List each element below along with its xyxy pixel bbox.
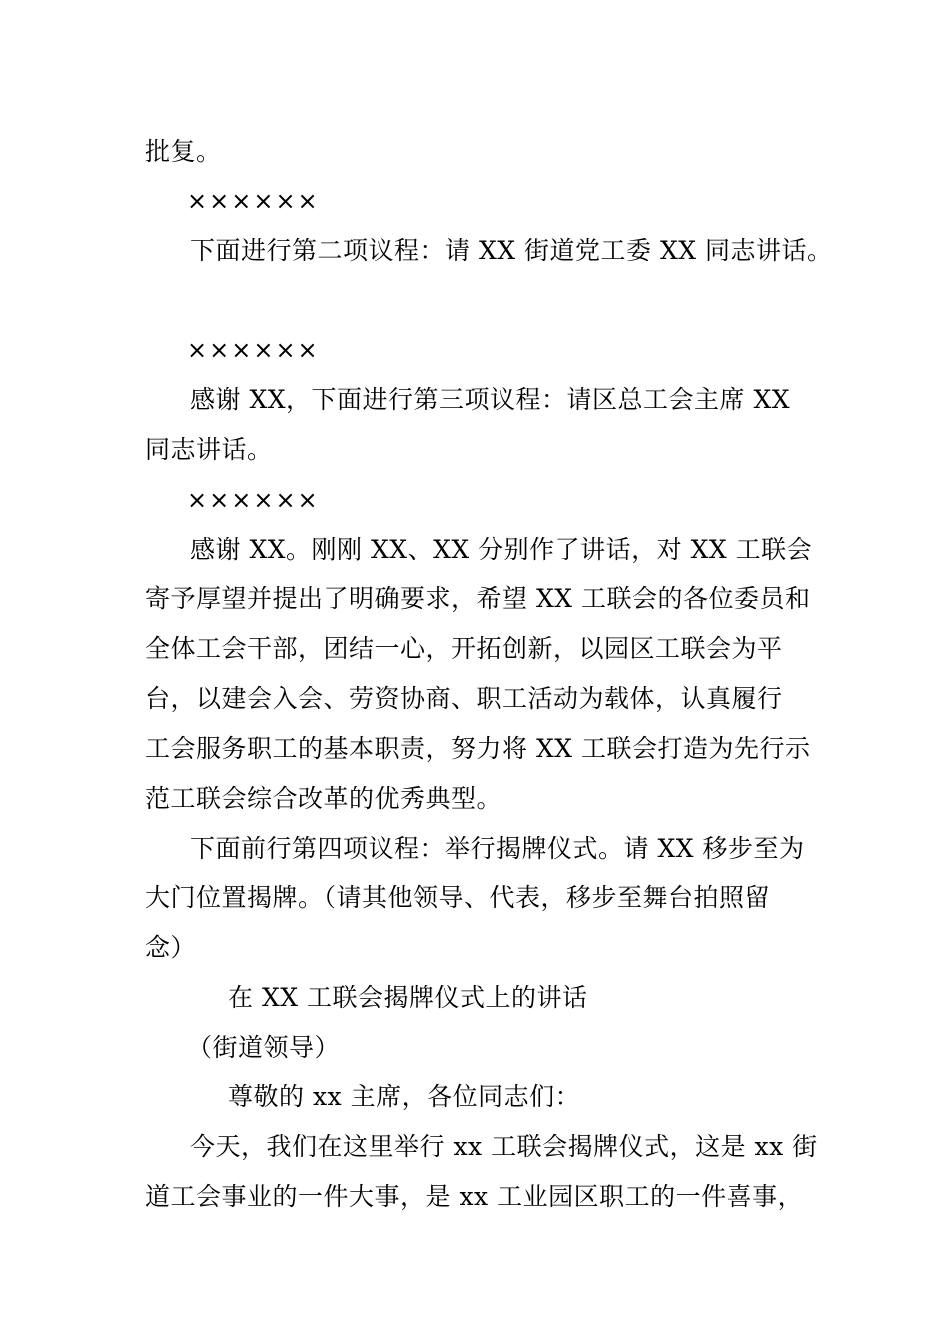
text-line-9: 工会服务职工的基本职责，努力将 XX 工联会打造为先行示 bbox=[145, 734, 811, 763]
speech-speaker: （街道领导） bbox=[187, 1033, 341, 1062]
text-line-13: 念） bbox=[145, 933, 197, 962]
separator-line-1: ×××××× bbox=[187, 187, 320, 215]
text-line-4: 同志讲话。 bbox=[145, 435, 273, 464]
text-line-3: 感谢 XX，下面进行第三项议程：请区总工会主席 XX bbox=[190, 385, 791, 414]
speech-salutation: 尊敬的 xx 主席，各位同志们： bbox=[228, 1082, 581, 1111]
text-line-10: 范工联会综合改革的优秀典型。 bbox=[145, 784, 503, 813]
speech-title: 在 XX 工联会揭牌仪式上的讲话 bbox=[228, 983, 588, 1012]
text-line-7: 全体工会干部，团结一心，开拓创新，以园区工联会为平 bbox=[145, 634, 783, 663]
text-line-11: 下面前行第四项议程：举行揭牌仪式。请 XX 移步至为 bbox=[190, 834, 805, 863]
separator-line-2: ×××××× bbox=[187, 336, 320, 364]
text-line-1: 批复。 bbox=[145, 137, 222, 166]
text-line-15: 道工会事业的一件大事，是 xx 工业园区职工的一件喜事， bbox=[145, 1182, 804, 1211]
text-line-12: 大门位置揭牌。（请其他领导、代表，移步至舞台拍照留 bbox=[145, 883, 771, 912]
text-line-2: 下面进行第二项议程：请 XX 街道党工委 XX 同志讲话。 bbox=[190, 236, 833, 265]
text-line-5: 感谢 XX。刚刚 XX、XX 分别作了讲话，对 XX 工联会 bbox=[190, 535, 813, 564]
text-line-6: 寄予厚望并提出了明确要求，希望 XX 工联会的各位委员和 bbox=[145, 584, 811, 613]
separator-line-3: ×××××× bbox=[187, 486, 320, 514]
text-line-14: 今天，我们在这里举行 xx 工联会揭牌仪式，这是 xx 街 bbox=[190, 1132, 818, 1161]
text-line-8: 台，以建会入会、劳资协商、职工活动为载体，认真履行 bbox=[145, 684, 783, 713]
